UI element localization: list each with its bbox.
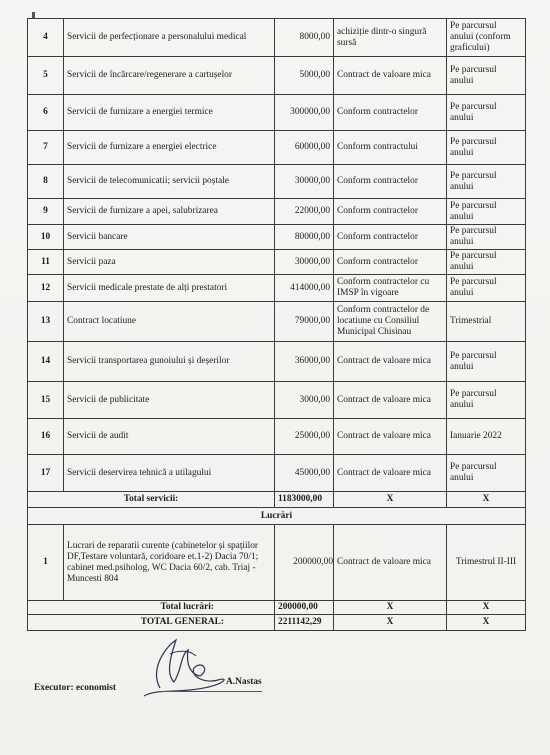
row-term: Pe parcursul anului (conform graficului) <box>447 19 526 57</box>
row-procedure: Conform contractelor <box>334 95 447 131</box>
row-service-name: Servicii de încărcare/regenerare a cartușelor <box>64 57 275 95</box>
works-row-sum: 200000,00 <box>275 525 334 601</box>
total-works-sum: 200000,00 <box>275 601 334 615</box>
service-row <box>28 275 526 302</box>
row-term: Pe parcursul anului <box>447 275 526 302</box>
row-sum: 25000,00 <box>275 419 334 455</box>
row-number: 7 <box>28 131 64 165</box>
row-service-name: Servicii transportarea gunoiului și deșerilor <box>64 342 275 382</box>
row-sum: 60000,00 <box>275 131 334 165</box>
grand-total-label: TOTAL GENERAL: <box>28 615 275 631</box>
row-number: 17 <box>28 455 64 492</box>
row-service-name: Servicii de furnizare a apei, salubrizarea <box>64 199 275 225</box>
service-row <box>28 342 526 382</box>
row-procedure: Conform contractelor de locatiune cu Consiliul Municipal Chisinau <box>334 302 447 342</box>
row-procedure: Conform contractelor <box>334 250 447 275</box>
works-row-term: Trimestrul II-III <box>447 525 526 601</box>
row-sum: 80000,00 <box>275 225 334 250</box>
grand-total-sum: 2211142,29 <box>275 615 334 631</box>
total-works-x2: X <box>447 601 526 615</box>
service-row <box>28 455 526 492</box>
service-row <box>28 131 526 165</box>
row-sum: 30000,00 <box>275 165 334 199</box>
row-number: 5 <box>28 57 64 95</box>
row-number: 10 <box>28 225 64 250</box>
service-row <box>28 302 526 342</box>
row-procedure: Contract de valoare mica <box>334 57 447 95</box>
row-term: Pe parcursul anului <box>447 342 526 382</box>
row-term: Pe parcursul anului <box>447 225 526 250</box>
row-sum: 5000,00 <box>275 57 334 95</box>
row-sum: 22000,00 <box>275 199 334 225</box>
row-sum: 414000,00 <box>275 275 334 302</box>
row-service-name: Servicii de furnizare a energiei electrice <box>64 131 275 165</box>
executor-name: A.Nastas <box>226 677 262 687</box>
row-service-name: Contract locatiune <box>64 302 275 342</box>
total-services-row <box>28 492 526 508</box>
row-number: 11 <box>28 250 64 275</box>
row-number: 14 <box>28 342 64 382</box>
grand-total-x2: X <box>447 615 526 631</box>
row-number: 12 <box>28 275 64 302</box>
row-procedure: Conform contractelor cu IMSP în vigoare <box>334 275 447 302</box>
row-term: Trimestrial <box>447 302 526 342</box>
row-sum: 36000,00 <box>275 342 334 382</box>
row-service-name: Servicii paza <box>64 250 275 275</box>
works-row <box>28 525 526 601</box>
works-section-row <box>28 508 526 525</box>
services-rows <box>28 19 526 492</box>
row-procedure: Conform contractelor <box>334 199 447 225</box>
row-number: 6 <box>28 95 64 131</box>
row-term: Pe parcursul anului <box>447 165 526 199</box>
total-works-x1: X <box>334 601 447 615</box>
row-number: 9 <box>28 199 64 225</box>
row-procedure: Contract de valoare mica <box>334 419 447 455</box>
service-row <box>28 57 526 95</box>
total-services-sum: 1183000,00 <box>275 492 334 508</box>
row-service-name: Servicii de publicitate <box>64 382 275 419</box>
row-procedure: Contract de valoare mica <box>334 455 447 492</box>
row-sum: 3000,00 <box>275 382 334 419</box>
service-row <box>28 165 526 199</box>
service-row <box>28 19 526 57</box>
row-procedure: Conform contractelor <box>334 225 447 250</box>
row-number: 16 <box>28 419 64 455</box>
service-row <box>28 225 526 250</box>
total-works-label: Total lucrări: <box>28 601 275 615</box>
works-section-header: Lucrări <box>28 508 526 525</box>
row-sum: 8000,00 <box>275 19 334 57</box>
procurement-plan-table <box>27 18 526 631</box>
row-term: Pe parcursul anului <box>447 57 526 95</box>
row-procedure: Conform contractelor <box>334 165 447 199</box>
row-service-name: Servicii de telecomunicatii; servicii poștale <box>64 165 275 199</box>
row-procedure: Conform contractului <box>334 131 447 165</box>
totals-and-works <box>28 492 526 631</box>
row-term: Pe parcursul anului <box>447 199 526 225</box>
row-service-name: Servicii bancare <box>64 225 275 250</box>
grand-total-x1: X <box>334 615 447 631</box>
row-sum: 79000,00 <box>275 302 334 342</box>
row-term: Pe parcursul anului <box>447 95 526 131</box>
row-term: Pe parcursul anului <box>447 250 526 275</box>
row-number: 8 <box>28 165 64 199</box>
row-procedure: Contract de valoare mica <box>334 342 447 382</box>
total-works-row <box>28 601 526 615</box>
row-sum: 300000,00 <box>275 95 334 131</box>
row-service-name: Servicii medicale prestate de alți prestatori <box>64 275 275 302</box>
row-number: 4 <box>28 19 64 57</box>
row-term: Pe parcursul anului <box>447 455 526 492</box>
row-term: Pe parcursul anului <box>447 131 526 165</box>
service-row <box>28 95 526 131</box>
total-services-x1: X <box>334 492 447 508</box>
row-service-name: Servicii de perfecționare a personalului medical <box>64 19 275 57</box>
service-row <box>28 382 526 419</box>
service-row <box>28 419 526 455</box>
row-service-name: Servicii de audit <box>64 419 275 455</box>
row-service-name: Servicii de furnizare a energiei termice <box>64 95 275 131</box>
row-term: Ianuarie 2022 <box>447 419 526 455</box>
works-row-name: Lucrari de reparatii curente (cabinetelor și spațiilor DF,Testare voluntară, coridoare et.1-2) Dacia 70/1; cabinet med.psiholog, WC Dacia 60/2, cab. Triaj -Muncesti 804 <box>64 525 275 601</box>
signature-line <box>158 691 262 692</box>
total-services-label: Total servicii: <box>28 492 275 508</box>
executor-label: Executor: economist <box>34 683 117 693</box>
total-services-x2: X <box>447 492 526 508</box>
row-procedure: Contract de valoare mica <box>334 382 447 419</box>
row-number: 15 <box>28 382 64 419</box>
row-number: 13 <box>28 302 64 342</box>
service-row <box>28 250 526 275</box>
service-row <box>28 199 526 225</box>
row-service-name: Servicii deservirea tehnică a utilagului <box>64 455 275 492</box>
row-sum: 45000,00 <box>275 455 334 492</box>
row-term: Pe parcursul anului <box>447 382 526 419</box>
row-procedure: achiziție dintr-o singură sursă <box>334 19 447 57</box>
row-sum: 30000,00 <box>275 250 334 275</box>
handwritten-signature <box>130 630 260 700</box>
executor-footer <box>34 677 262 693</box>
works-row-procedure: Contract de valoare mica <box>334 525 447 601</box>
works-row-number: 1 <box>28 525 64 601</box>
grand-total-row <box>28 615 526 631</box>
